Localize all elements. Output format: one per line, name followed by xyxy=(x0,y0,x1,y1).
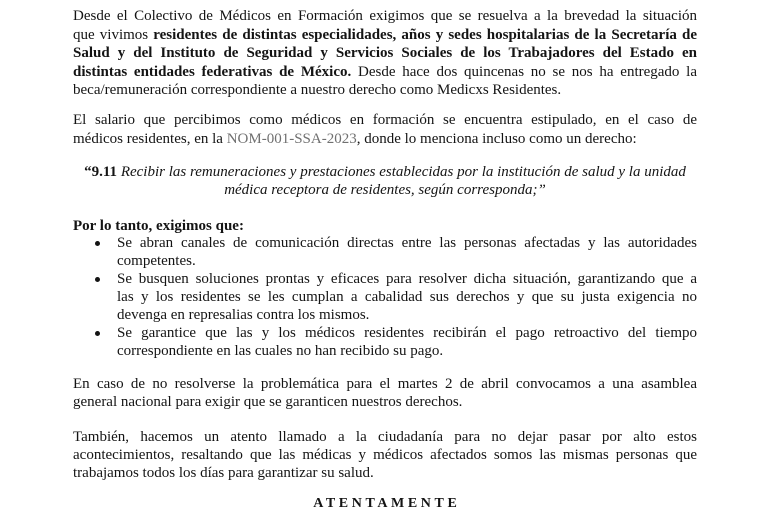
paragraph-line: acontecimientos, resaltando que las médicas y médicos afectados somos las mismas personas que xyxy=(73,447,697,463)
paragraph-line xyxy=(73,26,697,45)
paragraph-line: general nacional para exigir que se garanticen nuestros derechos. xyxy=(73,394,463,410)
list-item xyxy=(73,270,697,324)
paragraph-line xyxy=(73,111,697,130)
paragraph-line xyxy=(73,130,697,149)
list-item-line: Se abran canales de comunicación directas entre las personas afectadas y las autoridades xyxy=(117,235,697,251)
text-run: Desde el Colectivo de Médicos en Formación exigimos que se resuelva a la brevedad la situación xyxy=(73,8,697,24)
text-run: El salario que percibimos como médicos en formación se encuentra estipulado, en el caso de xyxy=(73,112,697,128)
deadline-paragraph xyxy=(73,375,697,411)
demands-heading: Por lo tanto, exigimos que: xyxy=(73,218,244,234)
italic-text-run: médica receptora de residentes, según corresponda;” xyxy=(224,182,546,198)
text-run: Desde hace dos quincenas no se nos ha entregado la xyxy=(351,63,697,80)
bold-text-run: Salud y del Instituto de Seguridad y Servicios Sociales de los Trabajadores del Estado en xyxy=(73,45,697,61)
list-item-line: competentes. xyxy=(117,253,196,269)
text-run: beca/remuneración correspondiente a nuestro derecho como Medicxs Residentes. xyxy=(73,82,562,98)
italic-text-run: Recibir las remuneraciones y prestaciones establecidas por la institución de salud y la unidad xyxy=(117,164,686,180)
list-item-line: Se busquen soluciones prontas y eficaces para resolver dicha situación, garantizando que a xyxy=(117,271,697,287)
list-item-line: Se garantice que las y los médicos residentes recibirán el pago retroactivo del tiempo xyxy=(117,325,697,341)
paragraph-line: trabajamos todos los días para garantizar su salud. xyxy=(73,465,374,481)
list-item-line: correspondiente en las cuales no han recibido su pago. xyxy=(117,343,444,359)
text-run: médicos residentes, en la xyxy=(73,130,227,147)
paragraph-line: También, hacemos un atento llamado a la ciudadanía para no dejar pasar por alto estos xyxy=(73,429,697,445)
bullet-icon xyxy=(95,331,100,336)
list-item-line: devenga en represalias contra los mismos. xyxy=(117,307,370,323)
norm-quote xyxy=(73,163,697,199)
paragraph-line xyxy=(73,63,697,82)
quote-line xyxy=(73,163,697,181)
appeal-paragraph xyxy=(73,428,697,482)
salary-paragraph xyxy=(73,111,697,148)
paragraph-line xyxy=(73,7,697,26)
article-number: “9.11 xyxy=(84,164,118,180)
bullet-icon xyxy=(95,277,100,282)
list-item-line: las y los residentes se les cumplan a cabalidad sus derechos y que su justa exigencia no xyxy=(117,289,697,305)
bold-text-run: residentes de distintas especialidades, años y sedes hospitalarias de la Secretaría de xyxy=(153,26,697,43)
paragraph-line: En caso de no resolverse la problemática para el martes 2 de abril convocamos a una asamblea xyxy=(73,376,697,392)
bold-text-run: distintas entidades federativas de México. xyxy=(73,63,352,80)
paragraph-line xyxy=(73,81,697,100)
bullet-icon xyxy=(95,241,100,246)
text-run: , donde lo menciona incluso como un derecho: xyxy=(356,130,637,147)
intro-paragraph xyxy=(73,7,697,100)
quote-line xyxy=(73,181,697,199)
list-item xyxy=(73,234,697,270)
text-run: que vivimos xyxy=(73,26,154,43)
list-item xyxy=(73,324,697,360)
demands-list xyxy=(73,234,697,360)
closing-signoff: ATENTAMENTE xyxy=(313,496,461,511)
paragraph-line xyxy=(73,44,697,63)
nom-reference: NOM-001-SSA-2023 xyxy=(226,130,357,147)
